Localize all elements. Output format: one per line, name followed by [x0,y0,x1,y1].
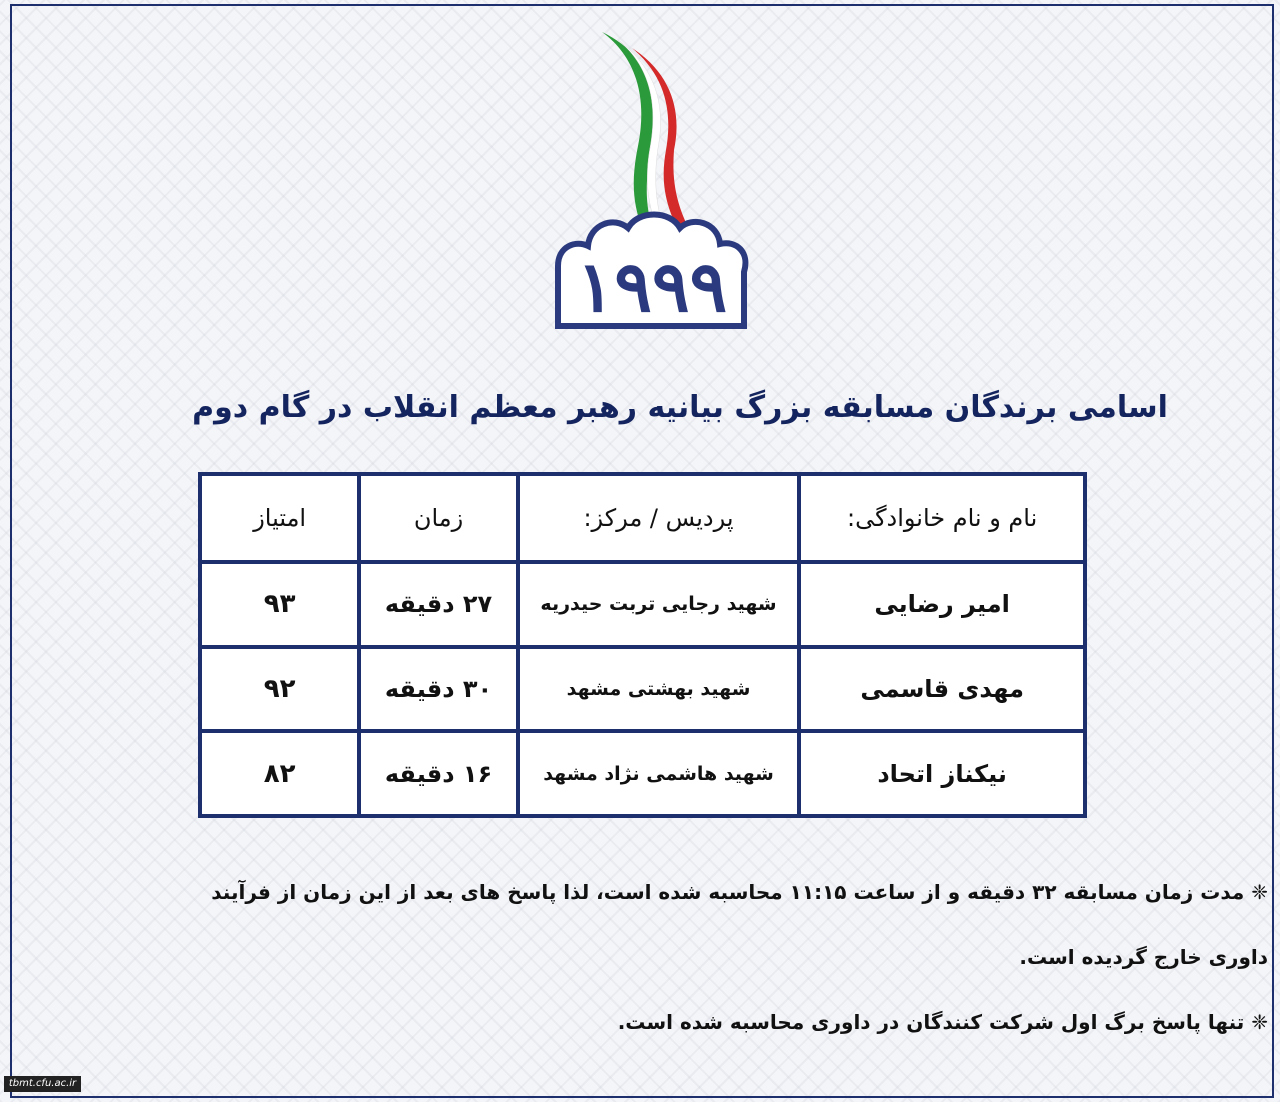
cell-time: ۲۷ دقیقه [359,562,517,647]
table-header-row [200,474,1085,562]
cell-score: ۹۲ [200,647,359,732]
header-name: نام و نام خانوادگی: [799,474,1085,562]
cell-score: ۸۲ [200,731,359,816]
note-duration: ❈ مدت زمان مسابقه ۳۲ دقیقه و از ساعت ۱۱:۱۵ محاسبه شده است، لذا پاسخ های بعد از این زمان از فرآیند داوری خارج گردیده است. [211,880,1268,969]
cell-score: ۹۳ [200,562,359,647]
winners-table [198,472,1087,818]
header-score: امتیاز [200,474,359,562]
cell-name: مهدی قاسمی [799,647,1085,732]
cell-name: نیکناز اتحاد [799,731,1085,816]
logo-text: ۱۹۹۹ [576,245,728,328]
cell-campus: شهید بهشتی مشهد [518,647,800,732]
revolution-logo-icon [540,26,760,346]
table-row [200,731,1085,816]
page-title: اسامی برندگان مسابقه بزرگ بیانیه رهبر معظم انقلاب در گام دوم [192,390,1168,425]
cell-campus: شهید رجایی تربت حیدریه [518,562,800,647]
site-url-watermark: tbmt.cfu.ac.ir [4,1076,81,1092]
note-first-page: ❈ تنها پاسخ برگ اول شرکت کنندگان در داوری محاسبه شده است. [617,1010,1268,1034]
table-row [200,647,1085,732]
table-row [200,562,1085,647]
header-time: زمان [359,474,517,562]
cell-campus: شهید هاشمی نژاد مشهد [518,731,800,816]
cell-time: ۱۶ دقیقه [359,731,517,816]
header-campus: پردیس / مرکز: [518,474,800,562]
cell-name: امیر رضایی [799,562,1085,647]
cell-time: ۳۰ دقیقه [359,647,517,732]
notes-section [200,860,1268,1055]
